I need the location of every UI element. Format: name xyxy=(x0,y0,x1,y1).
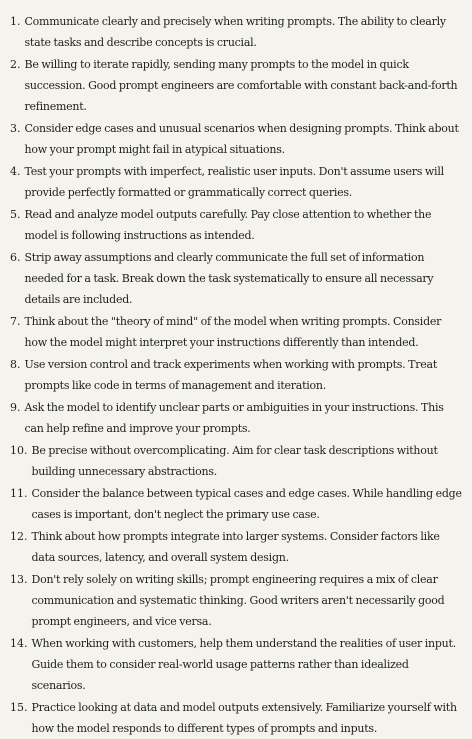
list-item xyxy=(10,247,462,310)
item-text: Consider the balance between typical cases and edge cases. While handling edge cases is important, don't neglect the primary use case. xyxy=(31,487,462,521)
list-item xyxy=(10,11,462,53)
item-number: 3. xyxy=(10,122,21,135)
item-text: Be precise without overcomplicating. Aim for clear task descriptions without building unnecessary abstractions. xyxy=(31,444,438,478)
item-number: 8. xyxy=(10,358,21,371)
item-number: 7. xyxy=(10,315,21,328)
item-number: 4. xyxy=(10,165,21,178)
list-item xyxy=(10,697,462,739)
item-number: 2. xyxy=(10,58,21,71)
item-text: Use version control and track experiments when working with prompts. Treat prompts like code in terms of management and iteration. xyxy=(24,358,437,392)
list-item xyxy=(10,54,462,117)
list-item xyxy=(10,569,462,632)
list-item xyxy=(10,526,462,568)
list-item xyxy=(10,161,462,203)
list-item xyxy=(10,397,462,439)
list-item xyxy=(10,354,462,396)
item-text: Think about how prompts integrate into larger systems. Consider factors like data sources, latency, and overall system design. xyxy=(31,530,440,564)
list-item xyxy=(10,633,462,696)
item-text: Think about the "theory of mind" of the model when writing prompts. Consider how the model might interpret your instructions differently than intended. xyxy=(24,315,442,349)
item-text: Strip away assumptions and clearly communicate the full set of information needed for a task. Break down the task systematically to ensure all necessary details are included. xyxy=(24,251,434,306)
item-number: 10. xyxy=(10,444,28,457)
list-item xyxy=(10,311,462,353)
item-text: Test your prompts with imperfect, realistic user inputs. Don't assume users will provide perfectly formatted or grammatically correct queries. xyxy=(24,165,444,199)
item-text: Ask the model to identify unclear parts or ambiguities in your instructions. This can help refine and improve your prompts. xyxy=(24,401,444,435)
item-text: Be willing to iterate rapidly, sending many prompts to the model in quick succession. Good prompt engineers are comfortable with constant back-and-forth refinement. xyxy=(24,58,458,113)
item-text: Read and analyze model outputs carefully. Pay close attention to whether the model is following instructions as intended. xyxy=(24,208,432,242)
list-item xyxy=(10,483,462,525)
item-number: 1. xyxy=(10,15,21,28)
item-number: 5. xyxy=(10,208,21,221)
item-number: 12. xyxy=(10,530,28,543)
item-text: Consider edge cases and unusual scenarios when designing prompts. Think about how your prompt might fail in atypical situations. xyxy=(24,122,459,156)
item-text: Practice looking at data and model outputs extensively. Familiarize yourself with how the model responds to different types of prompts and inputs. xyxy=(31,701,457,735)
item-number: 13. xyxy=(10,573,28,586)
item-text: When working with customers, help them understand the realities of user input. Guide them to consider real-world usage patterns rather than idealized scenarios. xyxy=(31,637,456,692)
item-number: 15. xyxy=(10,701,28,714)
list-item xyxy=(10,440,462,482)
item-text: Communicate clearly and precisely when writing prompts. The ability to clearly state tasks and describe concepts is crucial. xyxy=(24,15,446,49)
item-number: 11. xyxy=(10,487,28,500)
item-text: Don't rely solely on writing skills; prompt engineering requires a mix of clear communication and systematic thinking. Good writers aren't necessarily good prompt engineers, and vice versa. xyxy=(31,573,445,628)
item-number: 9. xyxy=(10,401,21,414)
item-number: 14. xyxy=(10,637,28,650)
item-number: 6. xyxy=(10,251,21,264)
list-item xyxy=(10,204,462,246)
list-item xyxy=(10,118,462,160)
